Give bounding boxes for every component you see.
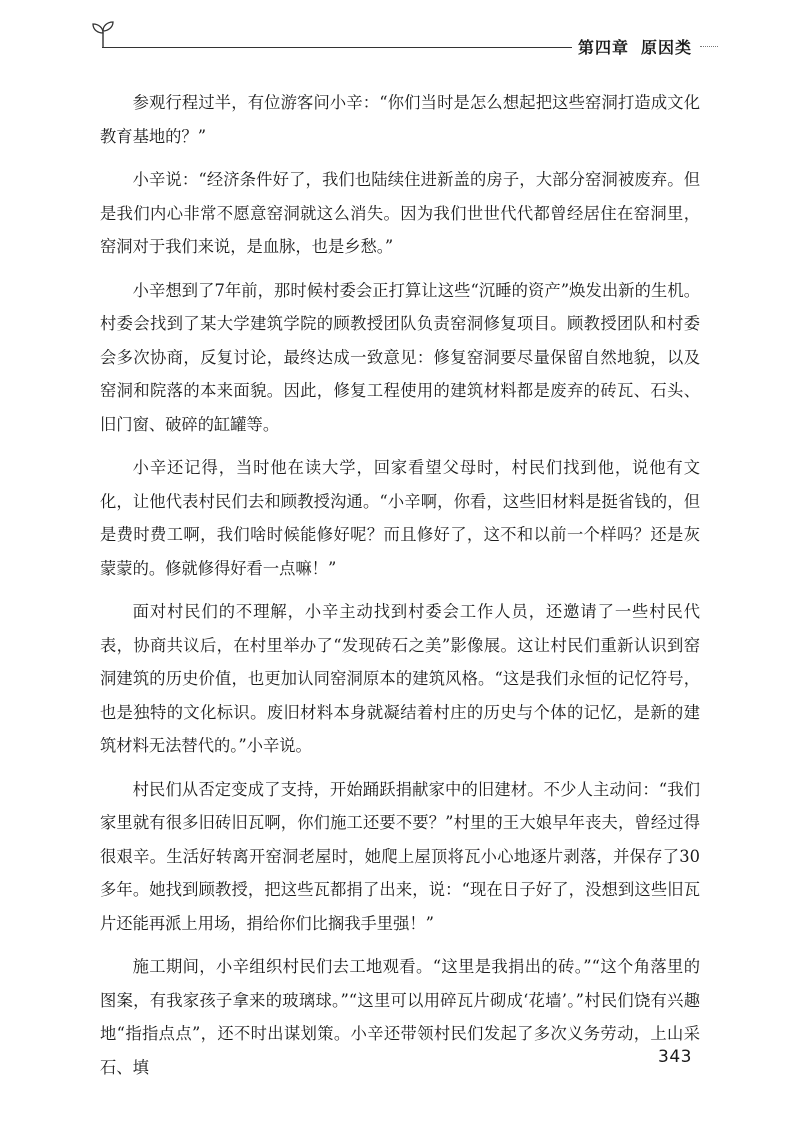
paragraph: 面对村民们的不理解，小辛主动找到村委会工作人员，还邀请了一些村民代表，协商共议后，在村里举办了“发现砖石之美”影像展。这让村民们重新认识到窑洞建筑的历史价值，也更加认同窑洞原本的建筑风格。“这是我们永恒的记忆符号，也是独特的文化标识。废旧材料本身就凝结着村庄的历史与个体的记忆，是新的建筑材料无法替代的。”小辛说。 [100,602,700,755]
paragraph: 小辛还记得，当时他在读大学，回家看望父母时，村民们找到他，说他有文化，让他代表村民们去和顾教授沟通。“小辛啊，你看，这些旧材料是挺省钱的，但是费时费工啊，我们啥时候能修好呢？而且修好了，这不和以前一个样吗？还是灰蒙蒙的。修就修得好看一点嘛！” [100,458,700,578]
sprout-icon [90,20,116,48]
paragraph: 村民们从否定变成了支持，开始踊跃捐献家中的旧建材。不少人主动问：“我们家里就有很多旧砖旧瓦啊，你们施工还要不要？”村里的王大娘早年丧夫，曾经过得很艰辛。生活好转离开窑洞老屋时，她爬上屋顶将瓦小心地逐片剥落，并保存了30多年。她找到顾教授，把这些瓦都捐了出来，说：“现在日子好了，没想到这些旧瓦片还能再派上用场，捐给你们比搁我手里强！” [100,779,700,933]
chapter-title [578,35,692,58]
header-dots [700,46,718,47]
page-number: 343 [658,1047,692,1067]
paragraph: 小辛说：“经济条件好了，我们也陆续住进新盖的房子，大部分窑洞被废弃。但是我们内心非常不愿意窑洞就这么消失。因为我们世世代代都曾经居住在窑洞里，窑洞对于我们来说，是血脉，也是乡愁。” [100,170,700,256]
paragraph: 参观行程过半，有位游客问小辛：“你们当时是怎么想起把这些窑洞打造成文化教育基地的？” [100,93,700,146]
paragraph: 小辛想到了7年前，那时候村委会正打算让这些“沉睡的资产”焕发出新的生机。村委会找到了某大学建筑学院的顾教授团队负责窑洞修复项目。顾教授团队和村委会多次协商，反复讨论，最终达成一致意见：修复窑洞要尽量保留自然地貌，以及窑洞和院落的本来面貌。因此，修复工程使用的建筑材料都是废弃的砖瓦、石头、旧门窗、破碎的缸罐等。 [100,280,700,434]
paragraph: 施工期间，小辛组织村民们去工地观看。“这里是我捐出的砖。”“这个角落里的图案，有我家孩子拿来的玻璃球。”“这里可以用碎瓦片砌成‘花墙’。”村民们饶有兴趣地“指指点点”，还不时出谋划策。小辛还带领村民们发起了多次义务劳动，上山采石、填 [100,957,700,1077]
body-text [100,86,700,1094]
running-header [90,20,720,60]
chapter-section: 原因类 [641,38,693,57]
chapter-number: 第四章 [578,38,630,57]
header-rule [102,47,572,48]
